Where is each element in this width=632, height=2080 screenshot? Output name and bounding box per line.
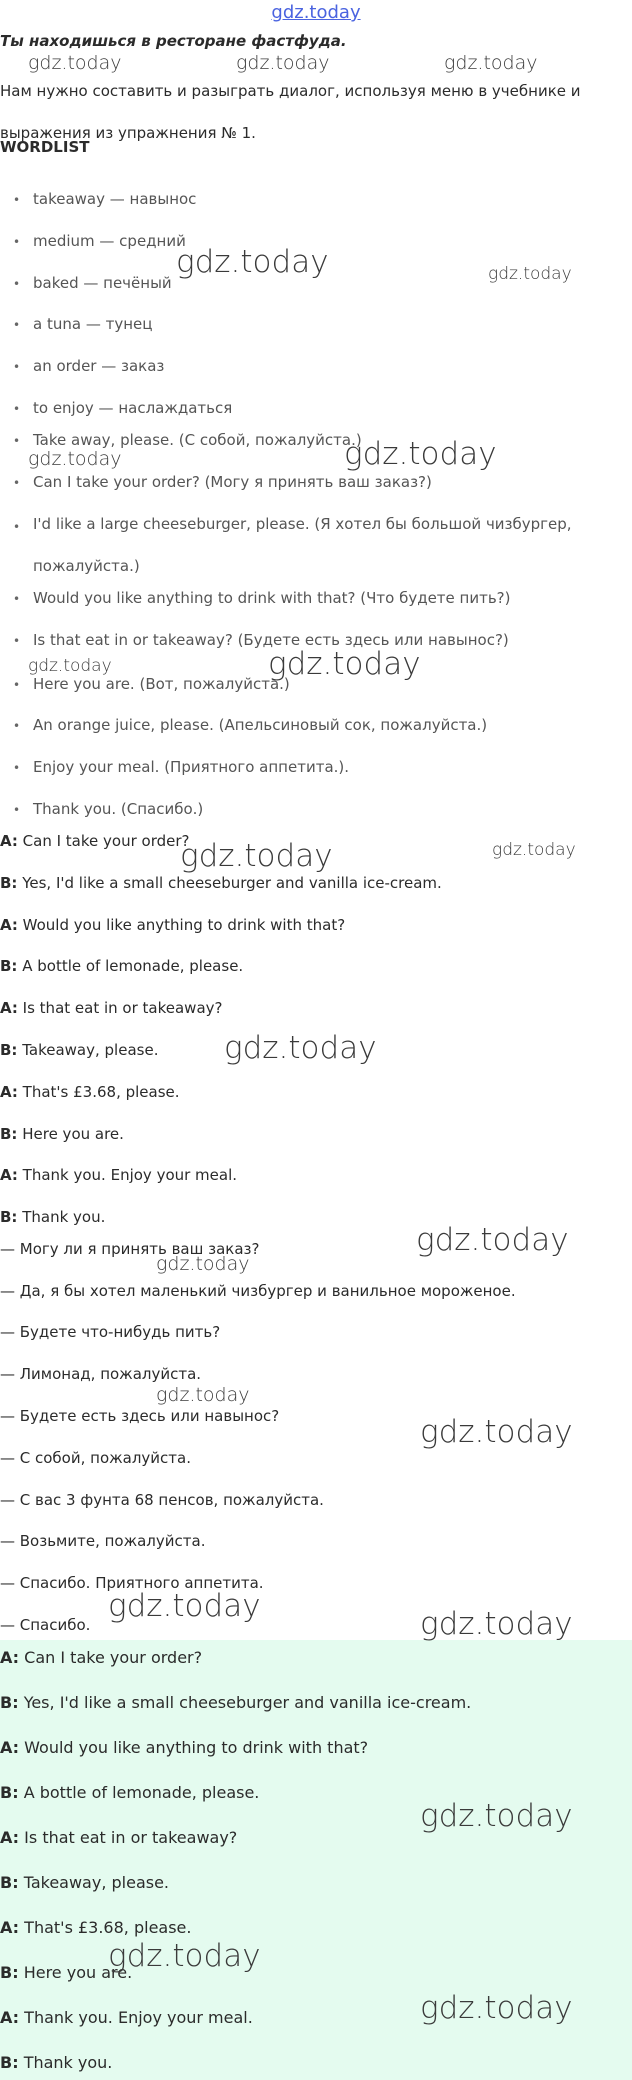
speaker-label: A: (0, 832, 18, 850)
answer-line (0, 1648, 202, 1667)
wordlist-item: • Is that eat in or takeaway? (Будете есть здесь или навынос?) (33, 631, 509, 649)
watermark: gdz.today (488, 264, 572, 284)
dialogue-text: Yes, I'd like a small cheeseburger and vanilla ice-cream. (22, 874, 442, 892)
wordlist-item: • Here you are. (Вот, пожалуйста.) (33, 675, 290, 693)
speaker-label: A: (0, 2008, 20, 2027)
wordlist-item: • to enjoy — наслаждаться (33, 399, 232, 417)
watermark: gdz.today (28, 656, 112, 676)
watermark: gdz.today (236, 52, 330, 74)
dialogue-line (0, 1166, 237, 1184)
dialogue-text: Thank you. Enjoy your meal. (22, 1166, 238, 1184)
speaker-label: B: (0, 1873, 19, 1892)
wordlist-item: • I'd like a large cheeseburger, please. (Я хотел бы большой чизбургер, пожалуйста.) (33, 503, 593, 587)
dialogue-line (0, 1208, 105, 1226)
watermark: gdz.today (492, 840, 576, 860)
dialogue-line-ru: — Возьмите, пожалуйста. (0, 1532, 206, 1550)
speaker-label: B: (0, 1693, 19, 1712)
watermark: gdz.today (444, 52, 538, 74)
dialogue-line (0, 999, 222, 1017)
answer-text: That's £3.68, please. (24, 1918, 192, 1937)
answer-line (0, 1738, 368, 1757)
watermark: gdz.today (180, 838, 333, 874)
watermark: gdz.today (156, 1253, 250, 1275)
dialogue-text: Here you are. (22, 1125, 124, 1143)
answer-text: Is that eat in or takeaway? (24, 1828, 238, 1847)
answer-line (0, 1828, 237, 1847)
dialogue-line (0, 957, 243, 975)
dialogue-line-ru: — Спасибо. Приятного аппетита. (0, 1574, 264, 1592)
dialogue-line (0, 916, 345, 934)
dialogue-line (0, 1083, 180, 1101)
answer-line (0, 1873, 169, 1892)
watermark: gdz.today (268, 646, 421, 682)
speaker-label: A: (0, 1083, 18, 1101)
dialogue-line-ru: — С собой, пожалуйста. (0, 1449, 191, 1467)
dialogue-text: Thank you. (22, 1208, 106, 1226)
wordlist-item: • an order — заказ (33, 357, 164, 375)
speaker-label: B: (0, 1783, 19, 1802)
answer-text: Here you are. (23, 1963, 133, 1982)
watermark: gdz.today (420, 1990, 573, 2026)
wordlist-item: • baked — печёный (33, 274, 172, 292)
watermark: gdz.today (416, 1222, 569, 1258)
dialogue-line-ru: — Спасибо. (0, 1616, 91, 1634)
answer-text: Would you like anything to drink with that? (24, 1738, 369, 1757)
wordlist-item: • Thank you. (Спасибо.) (33, 800, 203, 818)
watermark: gdz.today (224, 1030, 377, 1066)
dialogue-text: Would you like anything to drink with that? (22, 916, 346, 934)
dialogue-text: Can I take your order? (22, 832, 190, 850)
speaker-label: A: (0, 1828, 20, 1847)
task-intro: Ты находишься в ресторане фастфуда. (0, 32, 347, 50)
dialogue-line (0, 874, 442, 892)
site-link[interactable]: gdz.today (271, 2, 361, 23)
dialogue-line-ru: — Лимонад, пожалуйста. (0, 1365, 202, 1383)
answer-text: Thank you. (23, 2053, 113, 2072)
wordlist-item: • takeaway — навынос (33, 190, 196, 208)
answer-line (0, 1693, 471, 1712)
wordlist-item: • An orange juice, please. (Апельсиновый сок, пожалуйста.) (33, 716, 487, 734)
dialogue-text: A bottle of lemonade, please. (22, 957, 244, 975)
speaker-label: B: (0, 874, 18, 892)
speaker-label: B: (0, 1041, 18, 1059)
answer-text: Takeaway, please. (23, 1873, 170, 1892)
wordlist-item: • a tuna — тунец (33, 315, 152, 333)
answer-text: Yes, I'd like a small cheeseburger and vanilla ice-cream. (23, 1693, 472, 1712)
watermark: gdz.today (156, 1384, 250, 1406)
answer-text: Can I take your order? (24, 1648, 203, 1667)
dialogue-line (0, 1125, 124, 1143)
answer-line (0, 1918, 191, 1937)
answer-text: Thank you. Enjoy your meal. (24, 2008, 253, 2027)
speaker-label: B: (0, 2053, 19, 2072)
dialogue-line (0, 832, 189, 850)
speaker-label: B: (0, 1125, 18, 1143)
wordlist-item: • Enjoy your meal. (Приятного аппетита.). (33, 758, 349, 776)
watermark: gdz.today (176, 244, 329, 280)
wordlist-item: • medium — средний (33, 232, 186, 250)
dialogue-line-ru: — Да, я бы хотел маленький чизбургер и ванильное мороженое. (0, 1282, 516, 1300)
instruction-text: Нам нужно составить и разыграть диалог, используя меню в учебнике и выражения из упражнения № 1. (0, 82, 581, 142)
dialogue-line-ru: — Будете есть здесь или навынос? (0, 1407, 280, 1425)
watermark: gdz.today (108, 1588, 261, 1624)
speaker-label: A: (0, 1738, 20, 1757)
watermark: gdz.today (28, 448, 122, 470)
watermark: gdz.today (420, 1414, 573, 1450)
answer-line (0, 2008, 253, 2027)
dialogue-line-ru: — Будете что-нибудь пить? (0, 1323, 221, 1341)
answer-text: A bottle of lemonade, please. (23, 1783, 260, 1802)
watermark: gdz.today (108, 1938, 261, 1974)
dialogue-text: Is that eat in or takeaway? (22, 999, 223, 1017)
wordlist-heading: WORDLIST (0, 138, 90, 156)
answer-line (0, 1783, 259, 1802)
speaker-label: A: (0, 1166, 18, 1184)
speaker-label: B: (0, 957, 18, 975)
wordlist-item: • Can I take your order? (Могу я принять ваш заказ?) (33, 473, 432, 491)
speaker-label: A: (0, 916, 18, 934)
speaker-label: B: (0, 1208, 18, 1226)
dialogue-line-ru: — С вас 3 фунта 68 пенсов, пожалуйста. (0, 1491, 324, 1509)
dialogue-line-ru: — Могу ли я принять ваш заказ? (0, 1240, 260, 1258)
dialogue-text: Takeaway, please. (22, 1041, 159, 1059)
watermark: gdz.today (344, 436, 497, 472)
speaker-label: B: (0, 1963, 19, 1982)
speaker-label: A: (0, 1648, 20, 1667)
answer-line (0, 2053, 112, 2072)
wordlist-item: • Would you like anything to drink with that? (Что будете пить?) (33, 589, 511, 607)
watermark: gdz.today (28, 52, 122, 74)
speaker-label: A: (0, 999, 18, 1017)
wordlist-item: • Take away, please. (С собой, пожалуйста.) (33, 431, 362, 449)
watermark: gdz.today (420, 1798, 573, 1834)
speaker-label: A: (0, 1918, 20, 1937)
dialogue-line (0, 1041, 158, 1059)
dialogue-text: That's £3.68, please. (22, 1083, 180, 1101)
watermark: gdz.today (420, 1606, 573, 1642)
